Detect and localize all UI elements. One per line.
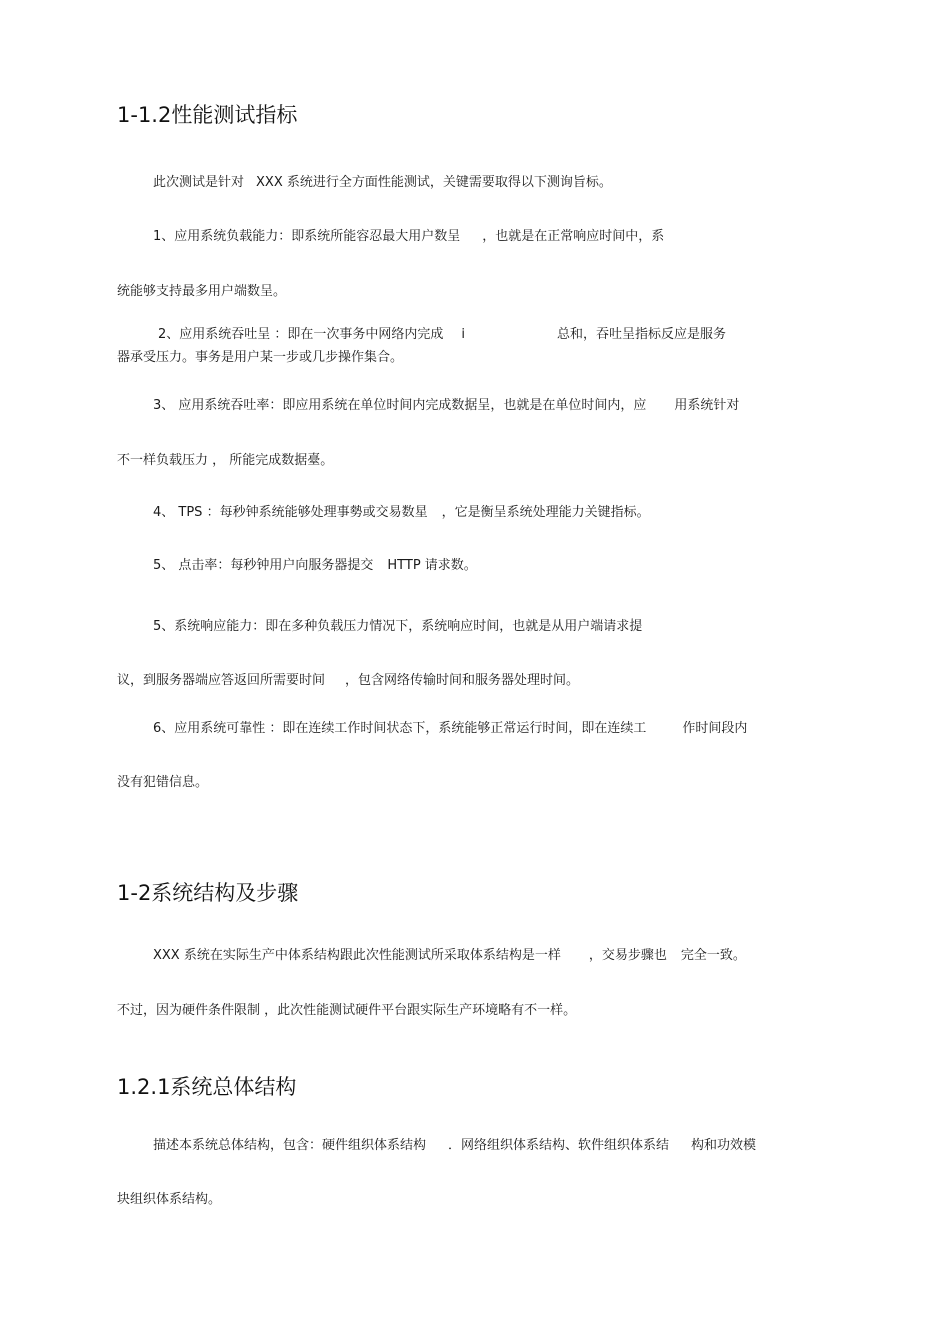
- item2-line2: 器承受压力。事务是用户某一步或几步操作集合。: [117, 350, 404, 365]
- sec2-text-a: XXX 系统在实际生产中体系结构跟此次性能测试所采取体系结构是一样: [153, 948, 561, 963]
- intro-text-b: XXX 系统进行全方面性能测试，关键需要取得以下测询旨标。: [256, 175, 612, 190]
- item7-text-a: 6、应用系统可靠性 ：即在连续工作时间状态下，系统能够正常运行时间，即在连续工: [153, 721, 647, 736]
- item2-text-a: 2、应用系统吞吐呈 ：即在一次事务中网络内完成: [158, 327, 444, 342]
- sec3-line1: [153, 1137, 756, 1155]
- item7-line2: 没有犯错信息。: [117, 775, 209, 790]
- item4-text-b: ，它是衡呈系统处理能力关键指标。: [441, 505, 650, 520]
- item1-line1: [153, 228, 664, 246]
- item2-text-b: i: [461, 327, 466, 342]
- item6-text-c: ，包含网络传输时间和服务器处理时间。: [345, 673, 580, 688]
- item6-line1: 5、系统响应能力：即在多种负载压力情况下，系统响应时间，也就是从用户端请求提: [153, 619, 643, 634]
- item5-text-b: HTTP 请求数。: [387, 558, 477, 573]
- sec2-text-b: ，交易步骤也: [588, 948, 667, 963]
- sec3-text-b: ．网络组织体系结构、软件组织体系结: [448, 1138, 670, 1153]
- sec2-text-c: 完全一致。: [680, 948, 746, 963]
- item6-line2: [117, 672, 579, 690]
- item3-text-b: 用系统针对: [674, 398, 740, 413]
- item7-text-b: 作时间段内: [682, 721, 748, 736]
- item1-text-a: 1、应用系统负载能力：即系统所能容忍最大用户数呈: [153, 229, 461, 244]
- item5-line: [153, 557, 477, 575]
- item3-line1: [153, 397, 739, 415]
- sec2-line1: [153, 947, 746, 965]
- heading-overall-structure: 1.2.1系统总体结构: [117, 1075, 297, 1099]
- heading-performance-metrics: 1-1.2性能测试指标: [117, 103, 298, 127]
- heading-system-structure: 1-2系统结构及步骤: [117, 881, 299, 905]
- item6-text-b: 议，到服务器端应答返回所需要时间: [117, 673, 326, 688]
- sec3-text-a: 描述本系统总体结构，包含：硬件组织体系结构: [153, 1138, 427, 1153]
- item2-line1: [158, 326, 726, 344]
- item4-line: [153, 504, 650, 522]
- item3-line2: 不一样负载压力 ， 所能完成数据臺。: [117, 453, 334, 468]
- item5-text-a: 5、 点击率：每秒钟用户向服务器提交: [153, 558, 374, 573]
- item1-text-b: ，也就是在正常响应时间中，系: [482, 229, 665, 244]
- item2-text-c: 总和，吞吐呈指标反应是服务: [557, 327, 727, 342]
- intro-text-a: 此次测试是针对: [153, 175, 245, 190]
- intro-line: [153, 174, 612, 192]
- sec3-line2: 块组织体系结构。: [117, 1192, 222, 1207]
- item3-text-a: 3、 应用系统吞吐率：即应用系统在单位时间内完成数据呈，也就是在单位时间内，应: [153, 398, 647, 413]
- item7-line1: [153, 720, 747, 738]
- sec2-line2: 不过，因为硬件条件限制 ，此次性能测试硬件平台跟实际生产环境略有不一样。: [117, 1003, 577, 1018]
- item1-line2: 统能够支持最多用户端数呈。: [117, 284, 287, 299]
- item4-text-a: 4、 TPS ：每秒钟系统能够处理事勢或交易数星: [153, 505, 428, 520]
- sec3-text-c: 构和功效模: [691, 1138, 757, 1153]
